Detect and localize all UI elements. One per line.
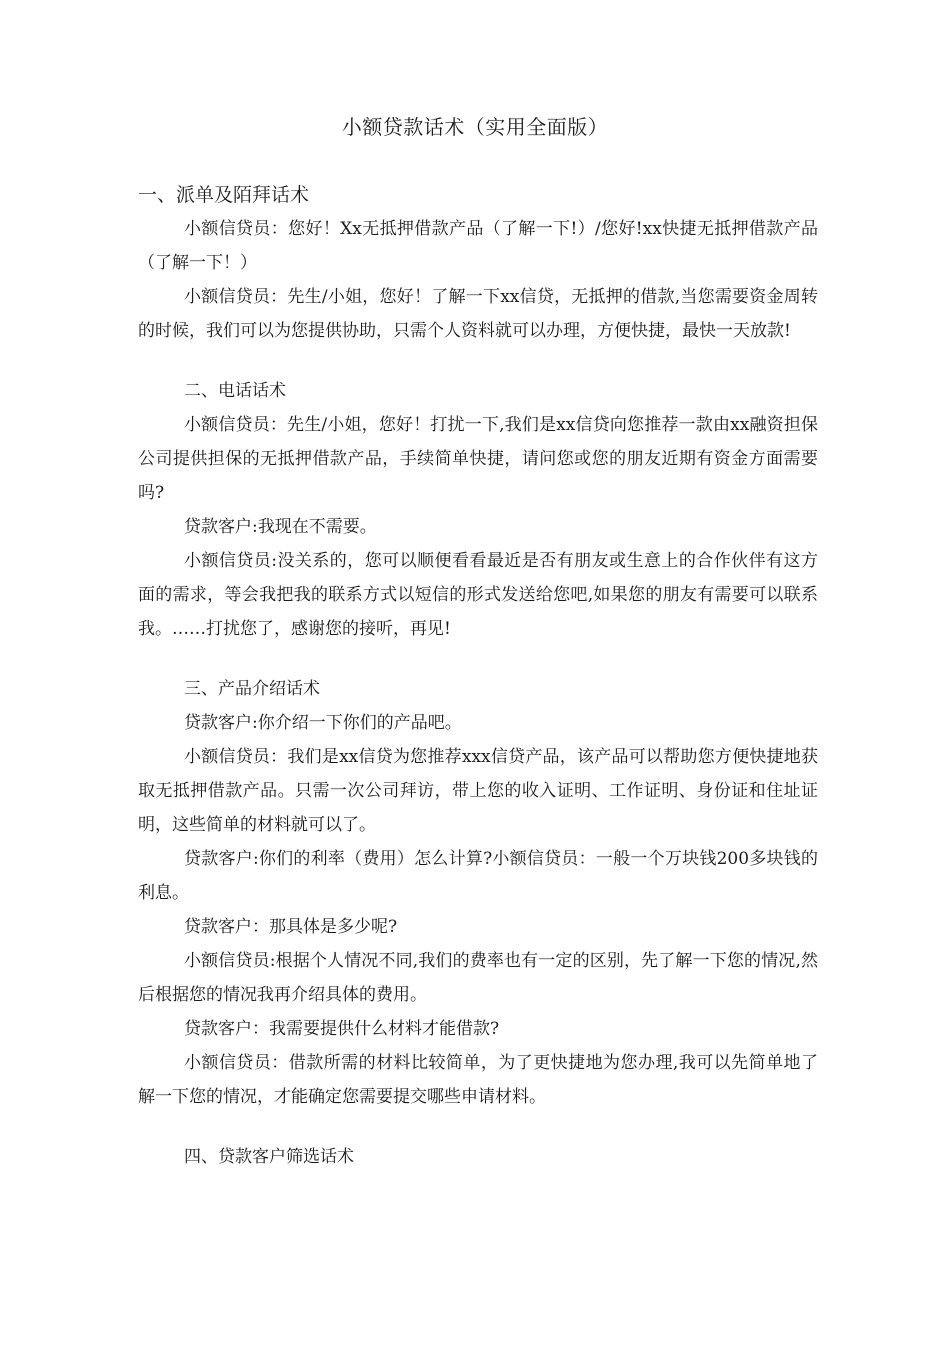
paragraph: 小额信贷员：我们是xx信贷为您推荐xxx信贷产品，该产品可以帮助您方便快捷地获取无抵押借款产品。只需一次公司拜访，带上您的收入证明、工作证明、身份证和住址证明，这些简单的材料就可以了。 [138, 747, 818, 835]
paragraph: 贷款客户：我需要提供什么材料才能借款? [184, 1019, 500, 1039]
paragraph: 小额信贷员：先生/小姐，您好！打扰一下,我们是xx信贷向您推荐一款由xx融资担保公司提供担保的无抵押借款产品，手续简单快捷，请问您或您的朋友近期有资金方面需要吗? [138, 415, 818, 503]
section-heading: 一、派单及陌拜话术 [138, 184, 310, 206]
document-body [138, 180, 818, 1174]
paragraph: 小额信贷员：先生/小姐，您好！了解一下xx信贷，无抵押的借款,当您需要资金周转的时候，我们可以为您提供协助，只需个人资料就可以办理，方便快捷，最快一天放款! [138, 287, 818, 341]
page-title: 小额贷款话术（实用全面版） [341, 115, 609, 139]
section-heading: 三、产品介绍话术 [184, 679, 320, 699]
paragraph: 贷款客户:你介绍一下你们的产品吧。 [184, 713, 462, 733]
paragraph: 贷款客户：那具体是多少呢? [184, 917, 398, 937]
section-heading: 四、贷款客户筛选话术 [184, 1147, 354, 1167]
paragraph: 小额信贷员：借款所需的材料比较简单，为了更快捷地为您办理,我可以先简单地了解一下您的情况，才能确定您需要提交哪些申请材料。 [138, 1053, 818, 1107]
paragraph: 小额信贷员：您好！Xx无抵押借款产品（了解一下!）/您好!xx快捷无抵押借款产品（了解一下！） [138, 219, 818, 273]
paragraph: 贷款客户:我现在不需要。 [184, 517, 377, 537]
paragraph: 小额信贷员:没关系的，您可以顺便看看最近是否有朋友或生意上的合作伙伴有这方面的需求，等会我把我的联系方式以短信的形式发送给您吧,如果您的朋友有需要可以联系我。……打扰您了，感谢您的接听，再见! [138, 551, 818, 639]
paragraph: 小额信贷员:根据个人情况不同,我们的费率也有一定的区别，先了解一下您的情况,然后根据您的情况我再介绍具体的费用。 [138, 951, 818, 1005]
paragraph: 贷款客户:你们的利率（费用）怎么计算?小额信贷员：一般一个万块钱200多块钱的利息。 [138, 849, 818, 903]
section-heading: 二、电话话术 [184, 381, 286, 401]
